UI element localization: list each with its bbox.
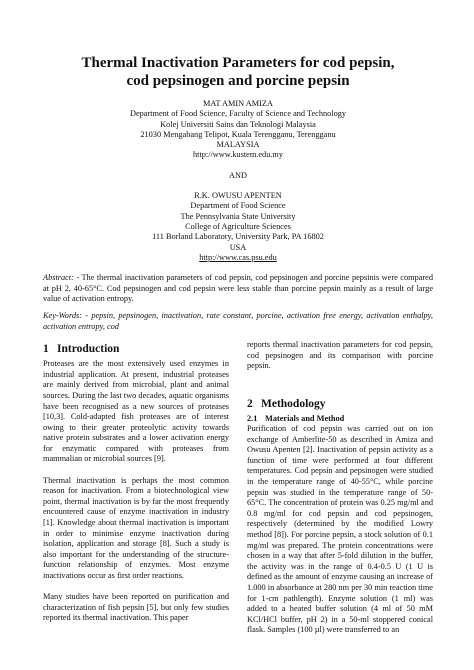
- author2-name: R.K. OWUSU APENTEN: [194, 191, 282, 201]
- section-heading-methodology: [247, 397, 433, 411]
- author2-country: USA: [229, 242, 247, 252]
- intro-paragraph-1: Proteases are the most extensively used enzymes in industrial application. At present, industrial proteases are mainly derived from microbial, plant and animal sources. During the last two decades, aquatic organisms have been recognised as a new sources of proteases [10,3]. Cold-adapted fish proteases are of interest owing to their greater proteolytic activity towards native protein substrates and a lower activation energy for enzymatic compared with proteases from mammalian or microbial sources [9].: [43, 359, 229, 464]
- author1-affiliation-1: Department of Food Science, Faculty of Science and Technology: [129, 109, 347, 119]
- section-heading-introduction: [43, 342, 229, 356]
- author2-affiliation-3: College of Agriculture Sciences: [185, 221, 291, 231]
- title-line-1: Thermal Inactivation Parameters for cod pepsin,: [81, 55, 395, 71]
- intro-paragraph-3: Many studies have been reported on purification and characterization of fish pepsin [5], but only few studies reported its thermal inactivation. This paper: [43, 592, 229, 623]
- abstract-text: - The thermal inactivation parameters of cod pepsin, cod pepsinogen and porcine pepsinis were compared at pH 2, 40-65°C. Cod pepsinogen and cod pepsin were less stable than porcine pepsin mainly as a result of large value of activation entropy.: [43, 273, 433, 304]
- right-column: [247, 340, 433, 646]
- author2-address: 111 Borland Laboratory, University Park, PA 16802: [152, 232, 324, 242]
- author1-name: MAT AMIN AMIZA: [203, 99, 273, 108]
- methods-paragraph: Purification of cod pepsin was carried out on ion exchange of Amberlite-50 as described in Amiza and Owusu Apenten [2]. Inactivation of pepsin activity as a function of time were performed at four different temperatures. Cod pepsin and pepsinogen were studied in the temperature range of 40-55°C, while porcine pepsin was studied in the temperature range of 50-65°C. The concentration of protein was 0.25 mg/ml and 0.8 mg/ml for cod pepsin and cod pepsinogen, respectively (determined by the modified Lowry method [8]). For porcine pepsin, a stock solution of 0.1 mg/ml was prepared. The protein concentrations were chosen in a way that after 5-fold dilution in the buffer, the activity was in the range of 0.4-0.5 U (1 U is defined as the amount of enzyme causing an increase of 1.000 in absorbance at 280 nm per 30 min reaction time for 1-cm pathlength). Enzyme solution (1 ml) was added to a heated buffer solution (4 ml of 50 mM KCl/HCl buffer, pH 2) in a 50-ml stoppered conical flask. Samples (100 µl) were transferred to an: [247, 424, 433, 635]
- author2-affiliation-2: The Pennsylvania State University: [180, 211, 296, 221]
- section-title: Introduction: [57, 343, 120, 356]
- keywords: [43, 311, 433, 332]
- paper-title: [43, 54, 433, 90]
- section-title: Methodology: [261, 397, 326, 410]
- abstract: [43, 273, 433, 305]
- subsection-heading-materials: [247, 414, 433, 425]
- and-separator: AND: [229, 170, 247, 180]
- two-column-body: [43, 340, 433, 646]
- keywords-text: - pepsin, pepsinogen, inactivation, rate constant, porcine, activation free energy, activation enthalpy, activation entropy, cod: [43, 310, 433, 331]
- title-line-2: cod pepsinogen and porcine pepsin: [126, 73, 350, 89]
- section-number: 1: [43, 343, 49, 356]
- author1-url: http://www.kustem.edu.my: [192, 150, 284, 160]
- intro-paragraph-2: Thermal inactivation is perhaps the most common reason for inactivation. From a biotechnological view point, thermal inactivation is by far the most frequently encountered cause of enzyme inactivation in industry [1]. Knowledge about thermal inactivation is important in order to minimise enzyme inactivation during isolation, application and storage [8]. Such a study is also important for the understanding of the structure-function relationship of enzymes. Most enzyme inactivations occur as first order reactions.: [43, 475, 229, 580]
- author-block: [43, 99, 433, 263]
- keywords-label: Key-Words:: [43, 310, 86, 320]
- author2-url-link[interactable]: http://www.cas.psu.edu: [199, 252, 277, 262]
- abstract-label: Abstract:: [43, 273, 77, 283]
- author1-country: MALAYSIA: [216, 140, 260, 150]
- author2-url-line: [43, 253, 433, 263]
- intro-paragraph-continued: reports thermal inactivation parameters for cod pepsin, cod pepsinogen and its comparison with porcine pepsin.: [247, 340, 433, 371]
- author1-affiliation-2: Kolej Universiti Sains dan Teknologi Malaysia: [160, 119, 316, 129]
- author1-address: 21030 Mengabang Telipot, Kuala Terengganu, Terengganu: [140, 129, 336, 139]
- subsection-number: 2.1: [247, 413, 258, 423]
- subsection-title: Materials and Method: [265, 413, 345, 423]
- author2-affiliation-1: Department of Food Science: [190, 201, 286, 211]
- left-column: [43, 340, 229, 646]
- section-number: 2: [247, 397, 253, 410]
